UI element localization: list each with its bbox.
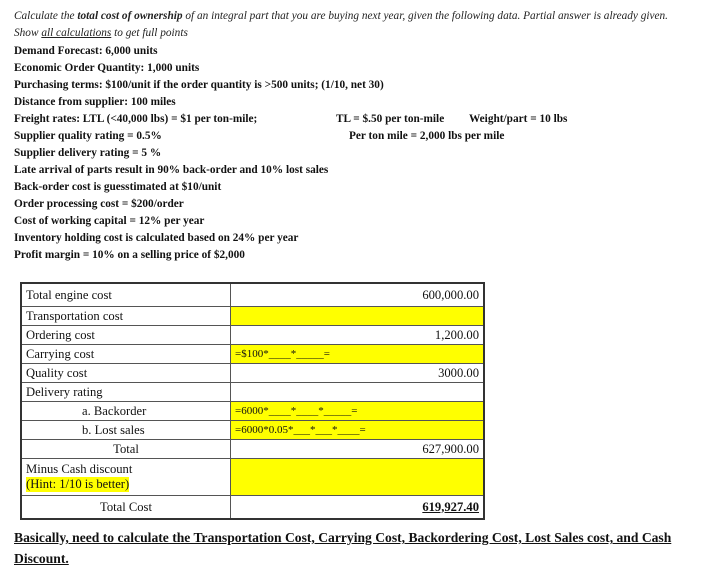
quality-cost-value: 3000.00 xyxy=(231,364,485,383)
ordering-cost-value: 1,200.00 xyxy=(231,326,485,345)
quality-cost-label: Quality cost xyxy=(21,364,231,383)
total-label: Total xyxy=(21,440,231,459)
instructions-text-2: of an integral part that you are buying next year, given the following data. Partial answer is already given. Show xyxy=(14,10,669,40)
instructions-text-3: to get full points xyxy=(111,27,188,40)
weight-per-part: Weight/part = 10 lbs xyxy=(469,113,568,125)
table-row xyxy=(21,402,484,421)
tl-rate: TL = $.50 per ton-mile xyxy=(336,113,445,125)
delivery-rating-empty xyxy=(231,383,485,402)
footer-note: Basically, need to calculate the Transportation Cost, Carrying Cost, Backordering Cost, Lost Sales cost, and Cash Discount. xyxy=(14,530,672,566)
instructions-bold: total cost of ownership xyxy=(77,10,183,22)
table-row xyxy=(21,383,484,402)
transportation-cost-input[interactable] xyxy=(231,307,485,326)
table-row xyxy=(21,326,484,345)
table-row xyxy=(21,364,484,383)
table-row xyxy=(21,345,484,364)
cash-discount-text: Minus Cash discount xyxy=(26,462,133,476)
profit-margin: Profit margin = 10% on a selling price of $2,000 xyxy=(14,249,245,261)
cash-discount-label xyxy=(21,459,231,496)
delivery-rating-label: Delivery rating xyxy=(21,383,231,402)
carrying-cost-formula[interactable]: =$100*____*_____= xyxy=(231,345,485,364)
cash-discount-input[interactable] xyxy=(231,459,485,496)
total-engine-cost-value: 600,000.00 xyxy=(231,283,485,307)
supplier-quality-rating: Supplier quality rating = 0.5% xyxy=(14,130,162,142)
table-row xyxy=(21,307,484,326)
distance-from-supplier: Distance from supplier: 100 miles xyxy=(14,96,176,108)
working-capital-cost: Cost of working capital = 12% per year xyxy=(14,215,205,227)
tco-table xyxy=(20,282,485,520)
instructions-text-1: Calculate the xyxy=(14,10,78,22)
transportation-cost-label: Transportation cost xyxy=(21,307,231,326)
backorder-formula[interactable]: =6000*____*____*_____= xyxy=(231,402,485,421)
demand-forecast: Demand Forecast: 6,000 units xyxy=(14,45,158,57)
table-row xyxy=(21,496,484,520)
total-value: 627,900.00 xyxy=(231,440,485,459)
backorder-cost-note: Back-order cost is guesstimated at $10/unit xyxy=(14,181,222,193)
per-ton-mile: Per ton mile = 2,000 lbs per mile xyxy=(349,130,505,142)
total-cost-label: Total Cost xyxy=(21,496,231,520)
instructions-underlined: all calculations xyxy=(41,27,112,40)
instructions-paragraph xyxy=(14,8,674,43)
purchasing-terms: Purchasing terms: $100/unit if the order quantity is >500 units; (1/10, net 30) xyxy=(14,79,384,91)
order-processing-cost: Order processing cost = $200/order xyxy=(14,198,184,210)
freight-rates: Freight rates: LTL (<40,000 lbs) = $1 per ton-mile; xyxy=(14,113,258,125)
backorder-label: a. Backorder xyxy=(21,402,231,421)
supplier-delivery-rating: Supplier delivery rating = 5 % xyxy=(14,147,162,159)
lost-sales-label: b. Lost sales xyxy=(21,421,231,440)
total-cost-value: 619,927.40 xyxy=(231,496,485,520)
total-engine-cost-label: Total engine cost xyxy=(21,283,231,307)
table-row xyxy=(21,459,484,496)
cash-discount-hint: (Hint: 1/10 is better) xyxy=(26,477,130,491)
carrying-cost-label: Carrying cost xyxy=(21,345,231,364)
late-arrival: Late arrival of parts result in 90% back-order and 10% lost sales xyxy=(14,164,329,176)
table-row xyxy=(21,421,484,440)
lost-sales-formula[interactable]: =6000*0.05*___*___*____= xyxy=(231,421,485,440)
ordering-cost-label: Ordering cost xyxy=(21,326,231,345)
inventory-holding-cost: Inventory holding cost is calculated based on 24% per year xyxy=(14,232,299,244)
economic-order-quantity: Economic Order Quantity: 1,000 units xyxy=(14,62,200,74)
table-row xyxy=(21,440,484,459)
table-row xyxy=(21,283,484,307)
